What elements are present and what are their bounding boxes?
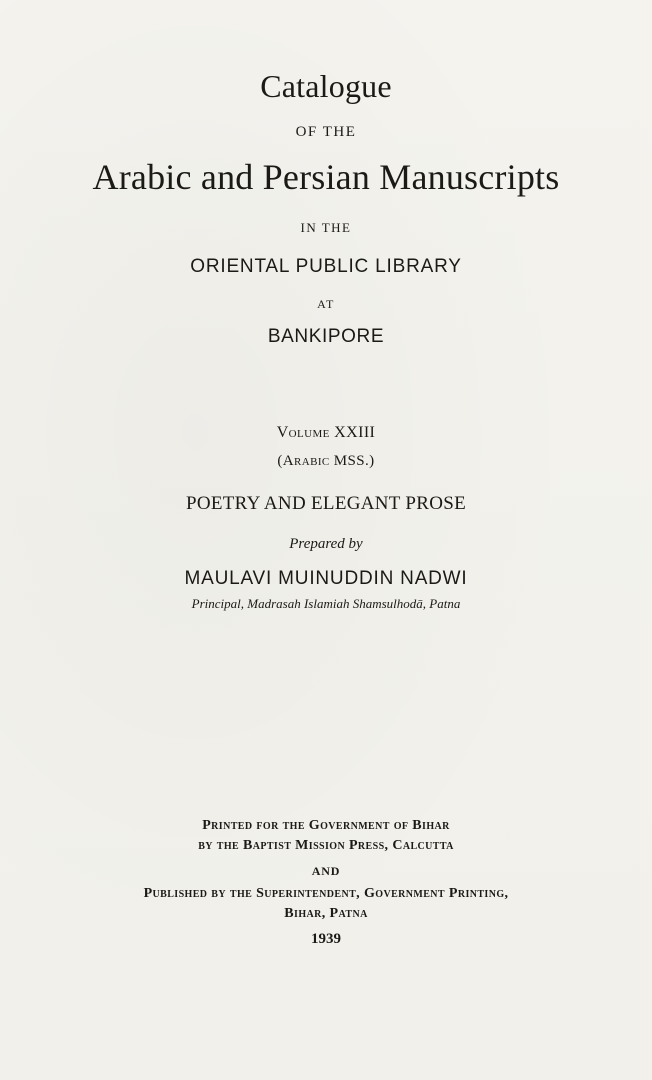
- library-name: ORIENTAL PUBLIC LIBRARY: [190, 256, 462, 277]
- printer-line-1: Printed for the Government of Bihar: [202, 818, 450, 833]
- publisher-line-1: Published by the Superintendent, Government Printing,: [143, 886, 509, 901]
- subject-heading: Arabic and Persian Manuscripts: [92, 157, 560, 197]
- volume-number: Volume XXIII: [276, 424, 376, 441]
- publication-year: 1939: [311, 931, 341, 947]
- author-name: MAULAVI MUINUDDIN NADWI: [184, 568, 468, 589]
- author-affiliation: Principal, Madrasah Islamiah Shamsulhodā, Patna: [191, 596, 461, 611]
- publisher-line-2: Bihar, Patna: [284, 906, 368, 921]
- of-the-connector: OF THE: [295, 124, 357, 140]
- place-name: BANKIPORE: [267, 326, 385, 347]
- imprint-and: AND: [311, 864, 341, 878]
- in-the-connector: IN THE: [300, 220, 352, 235]
- section-title: POETRY AND ELEGANT PROSE: [185, 493, 467, 514]
- manuscript-type: (Arabic MSS.): [277, 453, 375, 469]
- prepared-by-label: Prepared by: [289, 536, 363, 552]
- printer-line-2: by the Baptist Mission Press, Calcutta: [198, 838, 454, 853]
- catalogue-title: Catalogue: [260, 68, 392, 104]
- at-connector: AT: [317, 297, 335, 311]
